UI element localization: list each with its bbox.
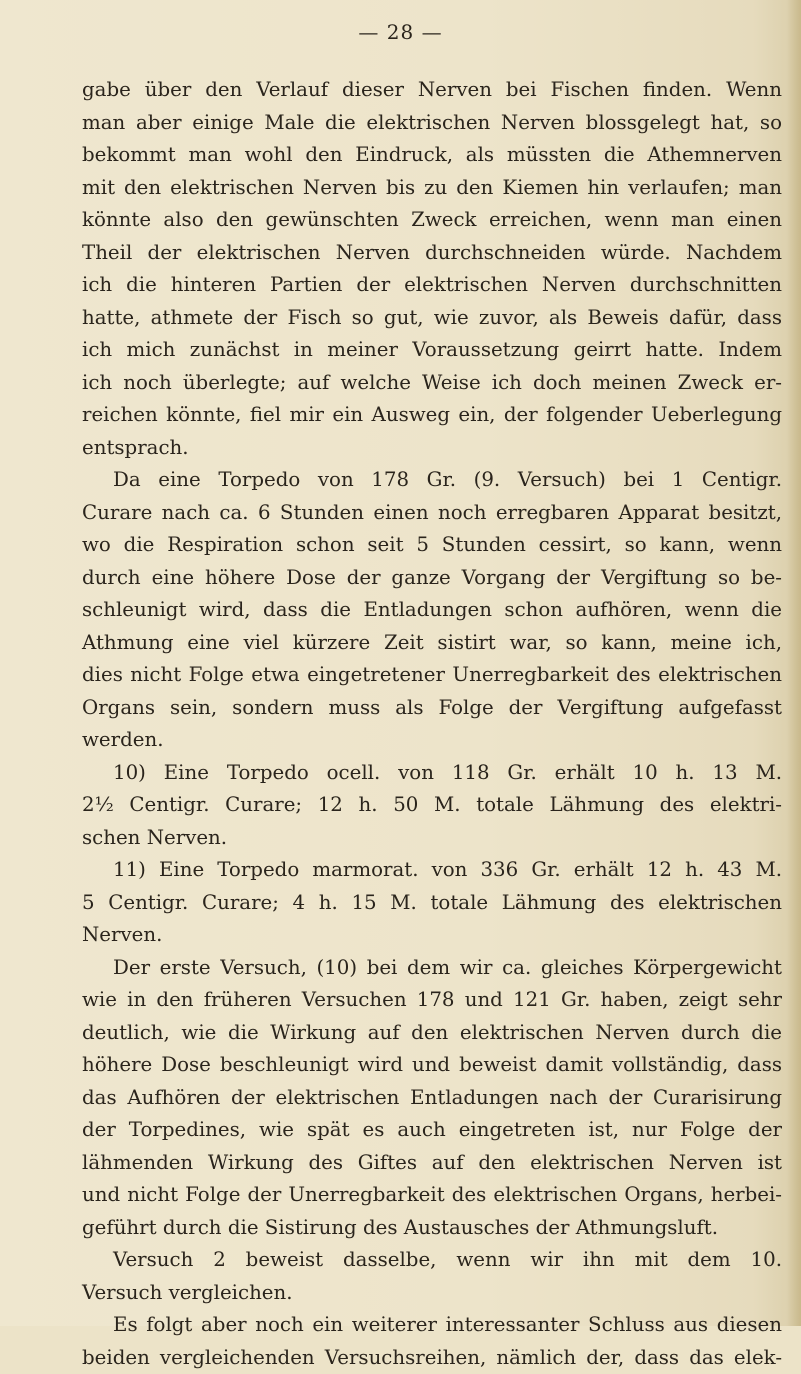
text-line: schleunigt wird, dass die Entladungen schon aufhören, wenn die [82,594,782,627]
text-line: wie in den früheren Versuchen 178 und 121 Gr. haben, zeigt sehr [82,984,782,1017]
text-line: ich mich zunächst in meiner Voraussetzung geirrt hatte. Indem [82,334,782,367]
text-line: beiden vergleichenden Versuchsreihen, nämlich der, dass das elek- [82,1342,782,1374]
text-line: 2½ Centigr. Curare; 12 h. 50 M. totale Lähmung des elektri- [82,789,782,822]
page-number: — 28 — [0,20,801,44]
text-line: wo die Respiration schon seit 5 Stunden cessirt, so kann, wenn [82,529,782,562]
text-line: deutlich, wie die Wirkung auf den elektrischen Nerven durch die [82,1017,782,1050]
body-text [82,74,782,1374]
text-line: entsprach. [82,432,782,465]
text-line: Da eine Torpedo von 178 Gr. (9. Versuch) bei 1 Centigr. [82,464,782,497]
text-line: man aber einige Male die elektrischen Nerven blossgelegt hat, so [82,107,782,140]
text-line: Athmung eine viel kürzere Zeit sistirt war, so kann, meine ich, [82,627,782,660]
page-edge-shadow [787,0,801,1326]
text-line: durch eine höhere Dose der ganze Vorgang der Vergiftung so be- [82,562,782,595]
text-line: und nicht Folge der Unerregbarkeit des elektrischen Organs, herbei- [82,1179,782,1212]
text-line: gabe über den Verlauf dieser Nerven bei Fischen finden. Wenn [82,74,782,107]
text-line: höhere Dose beschleunigt wird und beweist damit vollständig, dass [82,1049,782,1082]
text-line: hatte, athmete der Fisch so gut, wie zuvor, als Beweis dafür, dass [82,302,782,335]
text-line: 10) Eine Torpedo ocell. von 118 Gr. erhält 10 h. 13 M. [82,757,782,790]
text-line: Es folgt aber noch ein weiterer interessanter Schluss aus diesen [82,1309,782,1342]
text-line: Theil der elektrischen Nerven durchschneiden würde. Nachdem [82,237,782,270]
text-line: 11) Eine Torpedo marmorat. von 336 Gr. erhält 12 h. 43 M. [82,854,782,887]
text-line: könnte also den gewünschten Zweck erreichen, wenn man einen [82,204,782,237]
text-line: dies nicht Folge etwa eingetretener Unerregbarkeit des elektrischen [82,659,782,692]
text-line: Organs sein, sondern muss als Folge der Vergiftung aufgefasst [82,692,782,725]
text-line: schen Nerven. [82,822,782,855]
text-line: das Aufhören der elektrischen Entladungen nach der Curarisirung [82,1082,782,1115]
text-line: ich die hinteren Partien der elektrischen Nerven durchschnitten [82,269,782,302]
text-line: Nerven. [82,919,782,952]
text-line: bekommt man wohl den Eindruck, als müssten die Athemnerven [82,139,782,172]
text-line: Der erste Versuch, (10) bei dem wir ca. gleiches Körpergewicht [82,952,782,985]
text-line: Versuch vergleichen. [82,1277,782,1310]
text-line: lähmenden Wirkung des Giftes auf den elektrischen Nerven ist [82,1147,782,1180]
text-line: reichen könnte, fiel mir ein Ausweg ein, der folgender Ueberlegung [82,399,782,432]
text-line: Curare nach ca. 6 Stunden einen noch erregbaren Apparat besitzt, [82,497,782,530]
text-line: mit den elektrischen Nerven bis zu den Kiemen hin verlaufen; man [82,172,782,205]
text-line: werden. [82,724,782,757]
text-line: ich noch überlegte; auf welche Weise ich doch meinen Zweck er- [82,367,782,400]
text-line: 5 Centigr. Curare; 4 h. 15 M. totale Lähmung des elektrischen [82,887,782,920]
text-line: der Torpedines, wie spät es auch eingetreten ist, nur Folge der [82,1114,782,1147]
text-line: geführt durch die Sistirung des Austausches der Athmungsluft. [82,1212,782,1245]
text-line: Versuch 2 beweist dasselbe, wenn wir ihn mit dem 10. [82,1244,782,1277]
